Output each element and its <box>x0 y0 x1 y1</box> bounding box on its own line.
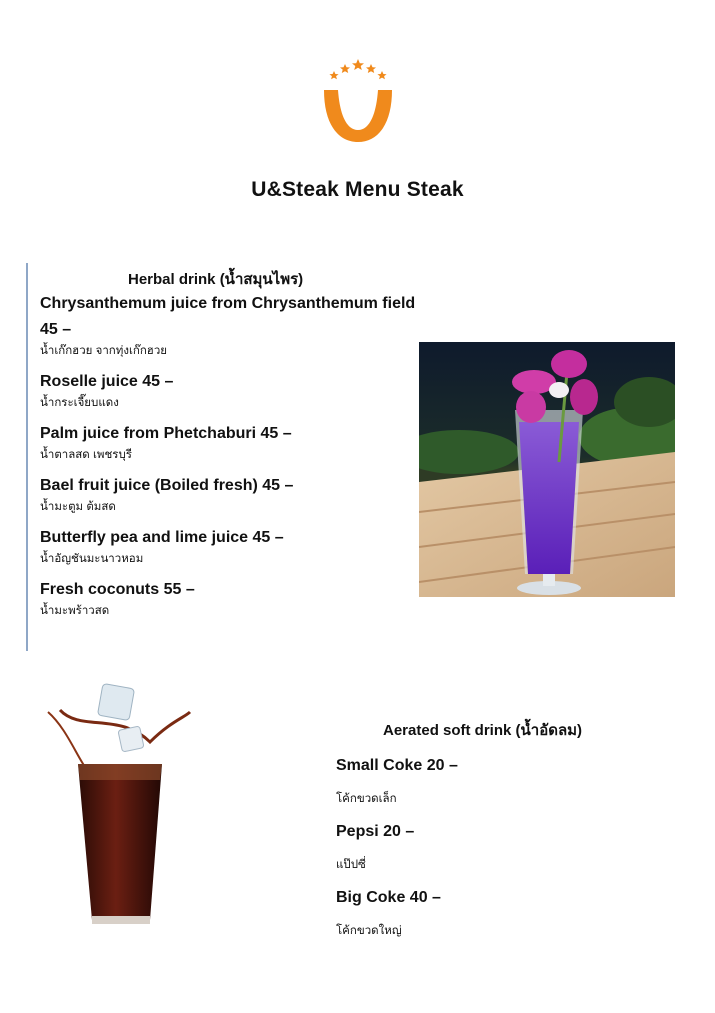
u-steak-logo <box>318 58 398 148</box>
logo-star <box>377 71 386 79</box>
menu-item <box>40 421 420 464</box>
menu-item <box>40 525 420 568</box>
soft-drink-list <box>336 755 666 953</box>
menu-item <box>40 369 420 412</box>
item-name: Big Coke 40 – <box>336 889 441 906</box>
item-name: Butterfly pea and lime juice 45 – <box>40 529 284 546</box>
menu-item <box>336 887 666 939</box>
item-thai-name: น้ำกระเจี๊ยบแดง <box>40 397 119 409</box>
item-thai-name: แป๊ปซี่ <box>336 859 366 871</box>
herbal-drink-section <box>26 263 418 651</box>
logo-star <box>329 71 338 79</box>
item-name: Small Coke 20 – <box>336 757 458 774</box>
herbal-drink-heading: Herbal drink (น้ำสมุนไพร) <box>128 271 304 288</box>
item-name: Roselle juice 45 – <box>40 373 174 390</box>
item-thai-name: น้ำอัญชันมะนาวหอม <box>40 553 144 565</box>
cola-glass-photo <box>40 672 195 930</box>
item-thai-name: น้ำมะตูม ต้มสด <box>40 501 116 513</box>
logo-star <box>340 64 350 73</box>
menu-item <box>40 473 420 516</box>
item-thai-name: โค้กขวดใหญ่ <box>336 925 402 937</box>
herbal-drink-list <box>40 291 420 629</box>
menu-item <box>40 577 420 620</box>
item-name: Fresh coconuts 55 – <box>40 581 195 598</box>
item-thai-name: โค้กขวดเล็ก <box>336 793 397 805</box>
page-title: U&Steak Menu Steak <box>251 178 464 201</box>
butterfly-pea-drink-photo <box>419 342 675 597</box>
menu-item <box>40 291 420 360</box>
logo-star <box>366 64 376 73</box>
soft-drink-heading: Aerated soft drink (น้ำอัดลม) <box>383 722 583 739</box>
item-name: Bael fruit juice (Boiled fresh) 45 – <box>40 477 294 494</box>
logo-star <box>352 59 364 70</box>
item-thai-name: น้ำตาลสด เพชรบุรี <box>40 449 132 461</box>
item-thai-name: น้ำเก๊กฮวย จากทุ่งเก๊กฮวย <box>40 345 168 357</box>
item-name: Chrysanthemum juice from Chrysanthemum field 45 – <box>40 295 416 338</box>
item-name: Palm juice from Phetchaburi 45 – <box>40 425 292 442</box>
item-name: Pepsi 20 – <box>336 823 415 840</box>
item-thai-name: น้ำมะพร้าวสด <box>40 605 110 617</box>
menu-item <box>336 821 666 873</box>
logo-u-shape <box>324 90 392 142</box>
menu-item <box>336 755 666 807</box>
